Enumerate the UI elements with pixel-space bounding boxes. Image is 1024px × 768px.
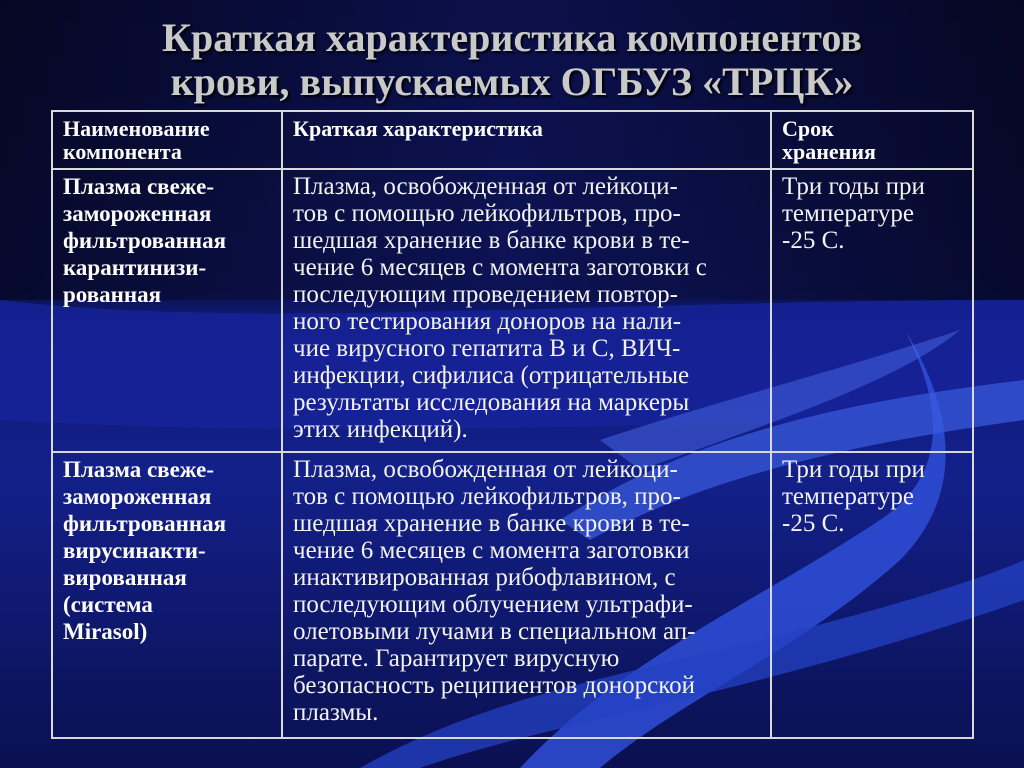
header-component-name: Наименование компонента	[52, 111, 282, 169]
header-description: Краткая характеристика	[282, 111, 771, 169]
slide-title-line2: крови, выпускаемых ОГБУЗ «ТРЦК»	[170, 59, 854, 104]
component-description-cell: Плазма, освобожденная от лейкоци- тов с помощью лейкофильтров, про- шедшая хранение в банке крови в те- чение 6 месяцев с момента заготовки инактивированная рибофлавином, с последующим облучением ультрафи- олетовыми лучами в специальном ап- парате. Гарантирует вирусную безопасность реципиентов донорской плазмы.	[282, 452, 771, 738]
table-row	[52, 169, 973, 452]
component-description-cell: Плазма, освобожденная от лейкоци- тов с помощью лейкофильтров, про- шедшая хранение в банке крови в те- чение 6 месяцев с момента заготовки с последующим проведением повтор- ного тестирования доноров на нали- чие вирусного гепатита В и С, ВИЧ- инфекции, сифилиса (отрицательные результаты исследования на маркеры этих инфекций).	[282, 169, 771, 452]
slide-title	[0, 16, 1024, 104]
table-row	[52, 452, 973, 738]
header-storage-term: Срок хранения	[771, 111, 973, 169]
component-name-cell: Плазма свеже- замороженная фильтрованная карантинизи- рованная	[52, 169, 282, 452]
table-header-row	[52, 111, 973, 169]
slide-title-line1: Краткая характеристика компонентов	[162, 15, 862, 60]
components-table	[51, 110, 974, 739]
storage-term-cell: Три годы при температуре -25 С.	[771, 452, 973, 738]
component-name-cell: Плазма свеже- замороженная фильтрованная вирусинакти- вированная (система Mirasol)	[52, 452, 282, 738]
storage-term-cell: Три годы при температуре -25 С.	[771, 169, 973, 452]
